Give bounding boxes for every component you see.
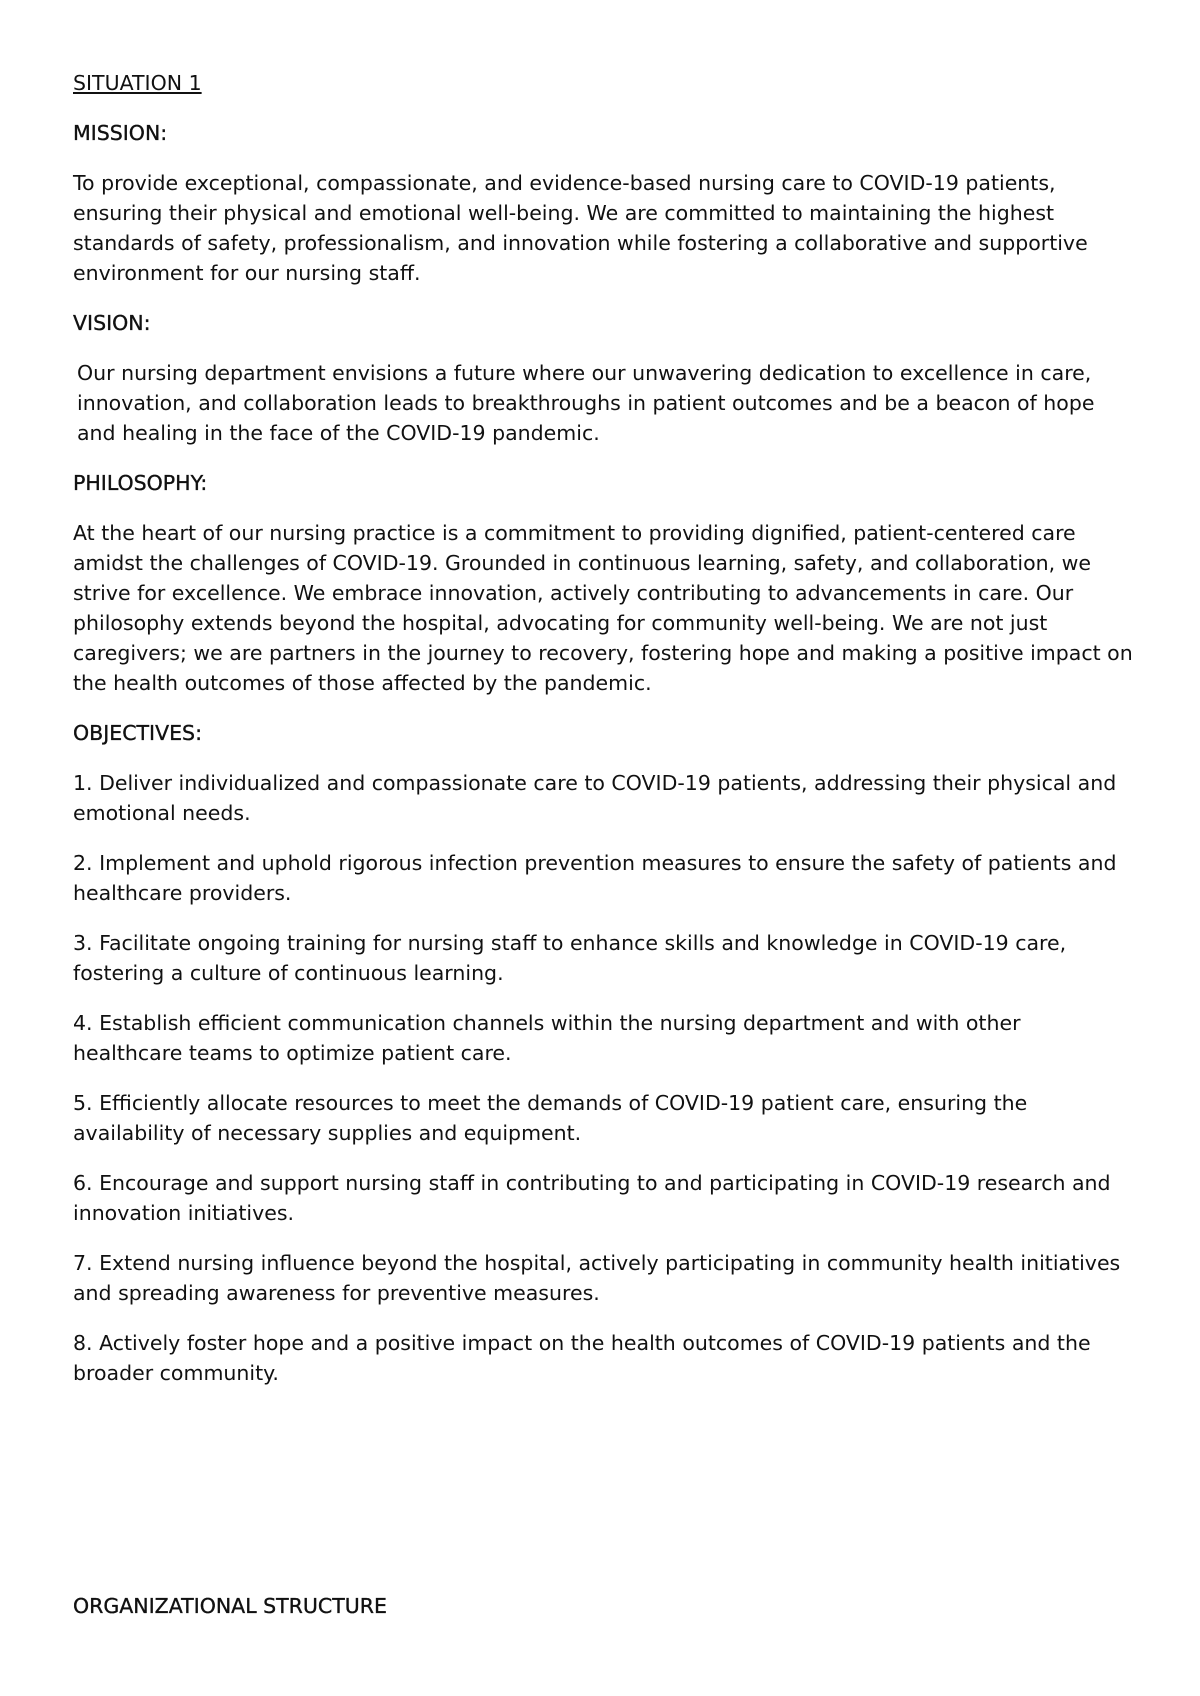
philosophy-text: At the heart of our nursing practice is a commitment to providing dignified, patient-centered care amidst the challenges of COVID-19. Grounded in continuous learning, safety, and collaboration, we strive for excellence. We embrace innovation, actively contributing to advancements in care. Our philosophy extends beyond the hospital, advocating for community well-being. We are not just caregivers; we are partners in the journey to recovery, fostering hope and making a positive impact on the health outcomes of those affected by the pandemic. [73, 521, 1133, 695]
objective-item: 3. Facilitate ongoing training for nursing staff to enhance skills and knowledge in COVID-19 care, fostering a culture of continuous learning. [73, 931, 1067, 985]
mission-heading: MISSION: [73, 121, 168, 145]
objective-item: 6. Encourage and support nursing staff in contributing to and participating in COVID-19 research and innovation initiatives. [73, 1171, 1111, 1225]
document-page [73, 68, 1143, 1408]
objective-item: 7. Extend nursing influence beyond the hospital, actively participating in community health initiatives and spreading awareness for preventive measures. [73, 1251, 1121, 1305]
objectives-heading: OBJECTIVES: [73, 721, 202, 745]
objective-item: 1. Deliver individualized and compassionate care to COVID-19 patients, addressing their physical and emotional needs. [73, 771, 1117, 825]
objective-item: 2. Implement and uphold rigorous infection prevention measures to ensure the safety of patients and healthcare providers. [73, 851, 1117, 905]
vision-text: Our nursing department envisions a future where our unwavering dedication to excellence in care, innovation, and collaboration leads to breakthroughs in patient outcomes and be a beacon of hope and healing in the face of the COVID-19 pandemic. [77, 361, 1095, 445]
mission-text: To provide exceptional, compassionate, and evidence-based nursing care to COVID-19 patients, ensuring their physical and emotional well-being. We are committed to maintaining the highest standards of safety, professionalism, and innovation while fostering a collaborative and supportive environment for our nursing staff. [73, 171, 1088, 285]
objective-item: 8. Actively foster hope and a positive impact on the health outcomes of COVID-19 patients and the broader community. [73, 1331, 1091, 1385]
document-title: SITUATION 1 [73, 71, 202, 95]
objectives-list [73, 768, 1143, 1388]
vision-heading: VISION: [73, 311, 151, 335]
objective-item: 4. Establish efficient communication channels within the nursing department and with other healthcare teams to optimize patient care. [73, 1011, 1021, 1065]
objective-item: 5. Efficiently allocate resources to meet the demands of COVID-19 patient care, ensuring the availability of necessary supplies and equipment. [73, 1091, 1028, 1145]
organizational-structure-heading: ORGANIZATIONAL STRUCTURE [73, 1594, 387, 1618]
philosophy-heading: PHILOSOPHY: [73, 471, 208, 495]
